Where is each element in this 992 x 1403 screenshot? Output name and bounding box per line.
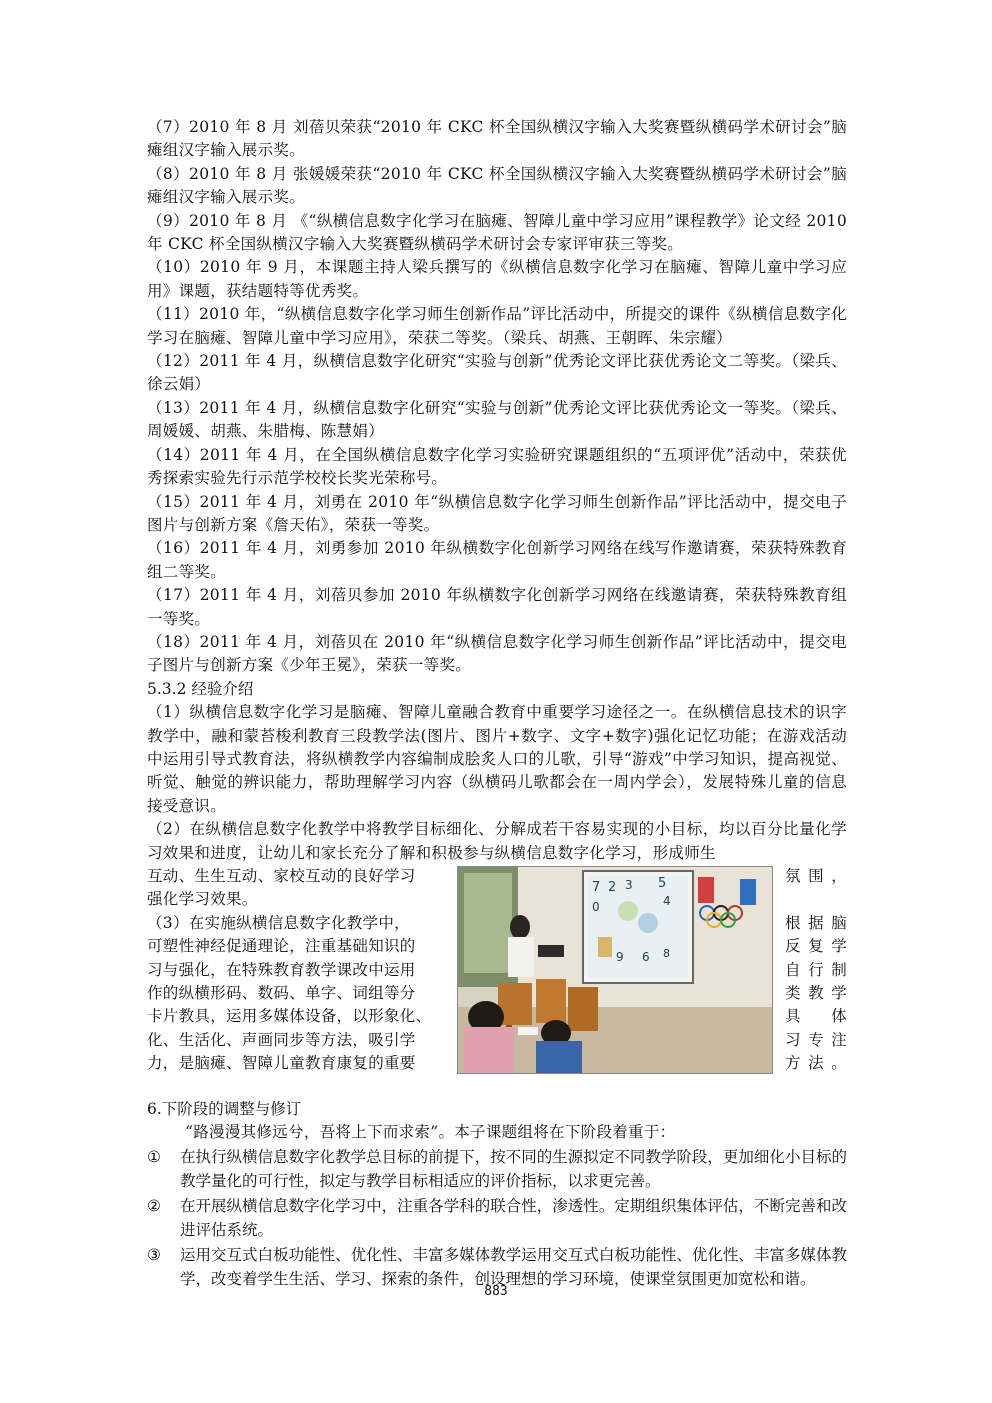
wrap-line: 力，是脑瘫、智障儿童教育康复的重要 <box>147 1054 416 1073</box>
list-text: 在执行纵横信息数字化教学总目标的前提下，按不同的生源拟定不同教学阶段，更加细化小目标的教学量化的可行性，拟定与教学目标相适应的评价指标，以求更完善。 <box>180 1148 847 1190</box>
text-with-photo <box>147 865 847 1076</box>
board-number: 8 <box>663 947 670 960</box>
board-number: 7 <box>592 880 601 895</box>
award-item-7: （7）2010 年 8 月 刘蓓贝荣获“2010 年 CKC 杯全国纵横汉字输入大奖赛暨纵横码学术研讨会”脑瘫组汉字输入展示奖。 <box>147 118 847 160</box>
board-number: 9 <box>616 950 624 964</box>
section-6-intro: “路漫漫其修远兮，吾将上下而求索”。本子课题组将在下阶段着重于： <box>185 1123 676 1142</box>
plan-list <box>147 1146 847 1290</box>
award-item-10: （10）2010 年 9 月，本课题主持人梁兵撰写的《纵横信息数字化学习在脑瘫、智障儿童中学习应用》课题，获结题特等优秀奖。 <box>147 258 847 300</box>
board-number: 0 <box>592 900 600 914</box>
experience-paragraph-1: （1）纵横信息数字化学习是脑瘫、智障儿童融合教育中重要学习途径之一。在纵横信息技术的识字教学中，融和蒙苔梭利教育三段教学法(图片、图片+数字、文字+数字)强化记忆功能；在游戏活动中运用引导式教育法，将纵横教学内容编制成脍炙人口的儿歌，引导“游戏”中学习知识，提高视觉、听觉、触觉的辨识能力，帮助理解学习内容（纵横码儿歌都会在一周内学会），发展特殊儿童的信息接受意识。 <box>147 703 847 815</box>
section-heading-532: 5.3.2 经验介绍 <box>147 679 254 698</box>
award-item-15: （15）2011 年 4 月，刘勇在 2010 年“纵横信息数字化学习师生创新作品”评比活动中，提交电子图片与创新方案《詹天佑》，荣获一等奖。 <box>147 492 847 534</box>
award-item-13: （13）2011 年 4 月，纵横信息数字化研究“实验与创新”优秀论文评比获优秀论文一等奖。（梁兵、周媛媛、胡燕、朱腊梅、陈慧娟） <box>147 398 847 441</box>
list-marker: ② <box>147 1197 161 1216</box>
wrap-line-right: 自行制 <box>785 960 847 979</box>
wrap-line: 卡片教具，运用多媒体设备，以形象化、 <box>147 1007 432 1026</box>
board-number: 6 <box>642 950 650 964</box>
wrap-line: 强化学习效果。 <box>147 890 258 909</box>
award-item-9: （9）2010 年 8 月 《“纵横信息数字化学习在脑瘫、智障儿童中学习应用”课程教学》论文经 2010 年 CKC 杯全国纵横汉字输入大奖赛暨纵横码学术研讨会专家评审获三等奖。 <box>147 211 847 254</box>
wrap-line: 互动、生生互动、家校互动的良好学习 <box>147 867 416 885</box>
wrap-right-column <box>785 865 847 1076</box>
award-item-14: （14）2011 年 4 月，在全国纵横信息数字化学习实验研究课题组织的“五项评优”活动中，荣获优秀探索实验先行示范学校校长奖光荣称号。 <box>147 445 847 488</box>
wrap-line: 化、生活化、声画同步等方法，吸引学 <box>147 1030 416 1049</box>
wrap-line: 作的纵横形码、数码、单字、词组等分 <box>147 984 416 1003</box>
wrap-line-right: 类教学 <box>785 984 847 1003</box>
award-item-8: （8）2010 年 8 月 张媛媛荣获“2010 年 CKC 杯全国纵横汉字输入大奖赛暨纵横码学术研讨会”脑瘫组汉字输入展示奖。 <box>147 164 847 207</box>
wrap-line-right: 反复学 <box>785 937 847 956</box>
awards-list <box>147 116 847 678</box>
list-text: 运用交互式白板功能性、优化性、丰富多媒体教学运用交互式白板功能性、优化性、丰富多媒体教学，改变着学生生活、学习、探索的条件，创设理想的学习环境，使课堂氛围更加宽松和谐。 <box>180 1246 847 1288</box>
list-marker: ③ <box>147 1246 161 1265</box>
award-item-17: （17）2011 年 4 月，刘蓓贝参加 2010 年纵横数字化创新学习网络在线邀请赛，荣获特殊教育组一等奖。 <box>147 586 847 628</box>
page-number: 883 <box>484 1284 508 1299</box>
award-item-12: （12）2011 年 4 月，纵横信息数字化研究“实验与创新”优秀论文评比获优秀论文二等奖。（梁兵、徐云娟） <box>147 352 847 394</box>
classroom-photo-image <box>458 867 772 1073</box>
document-page <box>147 116 847 1293</box>
wrap-line-right: 根据脑 <box>785 913 847 932</box>
wrap-line-right <box>785 888 847 911</box>
wrap-line: 习与强化，在特殊教育教学课改中运用 <box>147 960 416 979</box>
wrap-line-right: 习专注 <box>785 1030 847 1049</box>
wrap-line: （3）在实施纵横信息数字化教学中， <box>147 913 410 932</box>
wrap-line-right: 具 体 <box>785 1007 847 1026</box>
list-text: 在开展纵横信息数字化学习中，注重各学科的联合性，渗透性。定期组织集体评估，不断完善和改进评估系统。 <box>180 1197 847 1239</box>
classroom-photo <box>457 866 773 1074</box>
list-item <box>147 1146 847 1193</box>
award-item-16: （16）2011 年 4 月，刘勇参加 2010 年纵横数字化创新学习网络在线写作邀请赛，荣获特殊教育组二等奖。 <box>147 539 847 581</box>
board-number: 2 <box>608 880 617 895</box>
section-heading-6: 6.下阶段的调整与修订 <box>147 1099 302 1118</box>
board-number: 3 <box>625 878 633 892</box>
board-number: 5 <box>658 876 667 891</box>
wrap-line-right: 方法。 <box>785 1054 847 1073</box>
wrap-line: 可塑性神经促通理论，注重基础知识的 <box>147 937 416 956</box>
list-marker: ① <box>147 1148 161 1167</box>
wrap-left-column <box>147 865 447 1076</box>
award-item-18: （18）2011 年 4 月，刘蓓贝在 2010 年“纵横信息数字化学习师生创新作品”评比活动中，提交电子图片与创新方案《少年王冕》，荣获一等奖。 <box>147 632 847 675</box>
wrap-line-right: 氛围， <box>785 867 847 885</box>
list-item <box>147 1195 847 1242</box>
award-item-11: （11）2010 年，“纵横信息数字化学习师生创新作品”评比活动中，所提交的课件《纵横信息数字化学习在脑瘫、智障儿童中学习应用》，荣获二等奖。（梁兵、胡燕、王朝晖、朱宗耀） <box>147 305 847 347</box>
experience-paragraph-2: （2）在纵横信息数字化教学中将教学目标细化、分解成若干容易实现的小目标，均以百分比量化学习效果和进度，让幼儿和家长充分了解和积极参与纵横信息数字化学习，形成师生 <box>147 820 847 862</box>
board-number: 4 <box>663 894 671 908</box>
